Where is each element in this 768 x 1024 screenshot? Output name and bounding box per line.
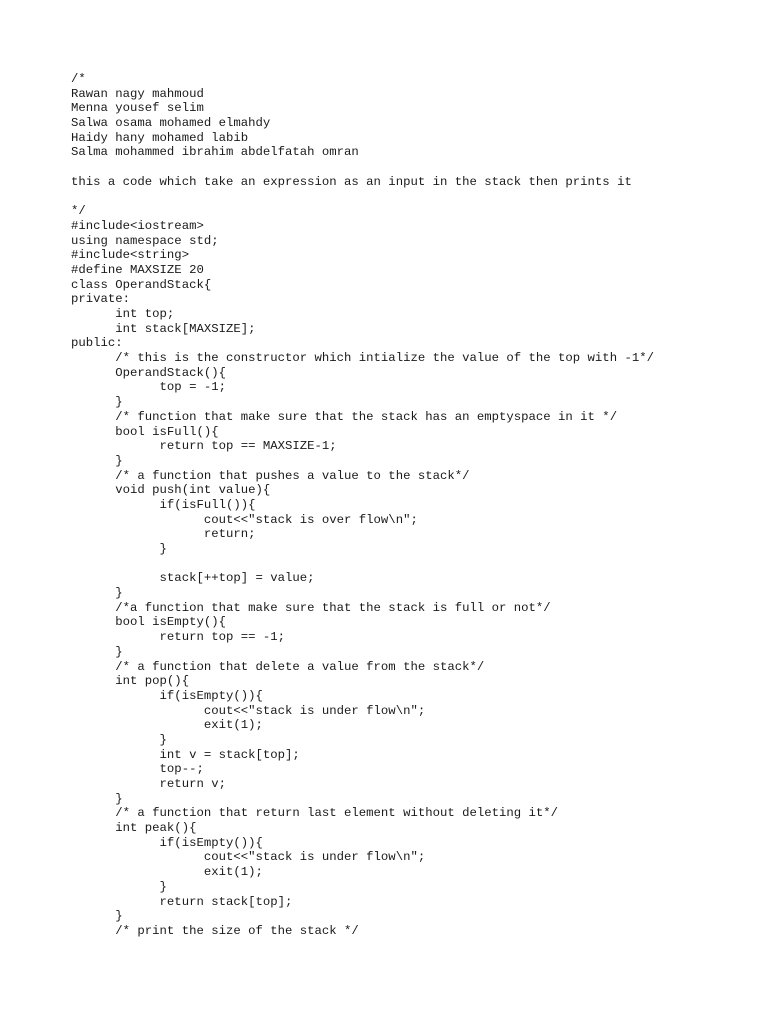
code-line bbox=[71, 190, 654, 205]
code-line: cout<<"stack is under flow\n"; bbox=[71, 850, 426, 865]
code-line: int top; bbox=[71, 307, 175, 321]
code-line: public: bbox=[71, 336, 123, 351]
code-line: } bbox=[71, 791, 123, 806]
code-line: return; bbox=[71, 527, 256, 542]
code-line: } bbox=[71, 542, 167, 556]
code-line: } bbox=[71, 879, 167, 894]
code-line: Rawan nagy mahmoud bbox=[71, 86, 204, 101]
code-line: /* this is the constructor which intialize the value of the top with -1*/ bbox=[71, 351, 654, 366]
code-line: /* function that make sure that the stack has an emptyspace in it */ bbox=[71, 409, 618, 424]
code-line: top = -1; bbox=[71, 380, 226, 395]
code-line: /*a function that make sure that the stack is full or not*/ bbox=[71, 600, 551, 615]
code-line: Menna yousef selim bbox=[71, 101, 204, 116]
code-line: return v; bbox=[71, 777, 226, 791]
code-line: this a code which take an expression as an input in the stack then prints it bbox=[71, 174, 632, 189]
code-line: /* a function that delete a value from the stack*/ bbox=[71, 659, 485, 674]
code-line: int peak(){ bbox=[71, 821, 197, 836]
code-line: bool isEmpty(){ bbox=[71, 615, 226, 630]
code-line: #define MAXSIZE 20 bbox=[71, 262, 204, 277]
code-line: /* print the size of the stack */ bbox=[71, 923, 359, 938]
code-line: class OperandStack{ bbox=[71, 277, 212, 292]
code-line: #include<string> bbox=[71, 248, 190, 263]
code-line: int v = stack[top]; bbox=[71, 747, 300, 762]
code-line: return top == MAXSIZE-1; bbox=[71, 439, 337, 454]
code-line: /* bbox=[71, 72, 86, 86]
code-line: void push(int value){ bbox=[71, 483, 271, 498]
code-line: */ bbox=[71, 204, 86, 219]
code-line: } bbox=[71, 732, 167, 747]
code-line: Salwa osama mohamed elmahdy bbox=[71, 116, 271, 131]
code-line: } bbox=[71, 586, 123, 601]
code-line: OperandStack(){ bbox=[71, 365, 226, 380]
code-line: Haidy hany mohamed labib bbox=[71, 130, 249, 145]
code-line: /* a function that return last element without deleting it*/ bbox=[71, 806, 559, 821]
code-line: return top == -1; bbox=[71, 630, 286, 645]
code-line: using namespace std; bbox=[71, 233, 219, 248]
code-line bbox=[71, 557, 654, 572]
code-line: } bbox=[71, 909, 123, 924]
code-line: exit(1); bbox=[71, 865, 263, 880]
code-line: int pop(){ bbox=[71, 674, 190, 689]
code-line: exit(1); bbox=[71, 718, 263, 733]
code-line: bool isFull(){ bbox=[71, 424, 219, 439]
code-line: } bbox=[71, 453, 123, 468]
code-line: if(isFull()){ bbox=[71, 497, 256, 512]
code-line: int stack[MAXSIZE]; bbox=[71, 321, 256, 336]
code-line: /* a function that pushes a value to the stack*/ bbox=[71, 468, 470, 483]
code-line: cout<<"stack is over flow\n"; bbox=[71, 512, 418, 527]
code-listing bbox=[71, 72, 654, 939]
code-line: top--; bbox=[71, 762, 204, 777]
code-line: } bbox=[71, 395, 123, 410]
code-line: if(isEmpty()){ bbox=[71, 688, 263, 703]
code-line: } bbox=[71, 644, 123, 659]
code-line: if(isEmpty()){ bbox=[71, 835, 263, 850]
code-line: return stack[top]; bbox=[71, 894, 293, 909]
code-line: #include<iostream> bbox=[71, 218, 204, 233]
code-line: private: bbox=[71, 292, 131, 307]
code-line: Salma mohammed ibrahim abdelfatah omran bbox=[71, 145, 359, 160]
code-line: cout<<"stack is under flow\n"; bbox=[71, 703, 426, 718]
code-line bbox=[71, 160, 654, 175]
code-line: stack[++top] = value; bbox=[71, 571, 315, 586]
